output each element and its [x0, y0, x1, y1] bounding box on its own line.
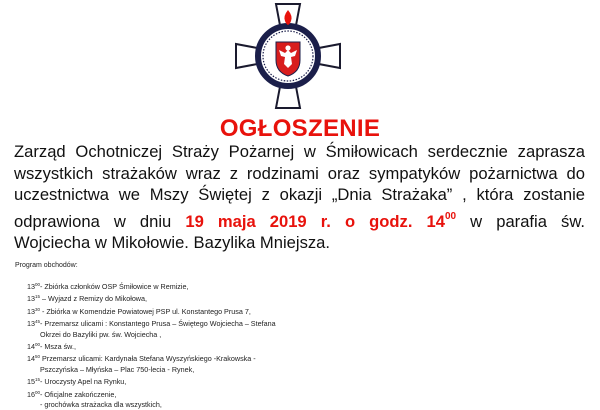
event-time-minutes: 00: [444, 210, 457, 222]
program-item-minutes: 15: [35, 377, 41, 383]
program-item-text: - Zbiórka w Komendzie Powiatowej PSP ul. Konstantego Prusa 7,: [40, 306, 251, 316]
program-item-text: - Msza św.,: [40, 342, 76, 352]
program-item: [27, 340, 276, 352]
program-item-text: - Przemarsz ulicami : Konstantego Prusa – Świętego Wojciecha – Stefana: [40, 319, 276, 329]
event-date-time-text: 19 maja 2019 r. o godz. 14: [185, 211, 445, 231]
body-line-4-post: w parafia św.: [456, 211, 585, 231]
program-item-minutes: 50: [35, 354, 41, 360]
body-line-4: [14, 206, 585, 233]
program-item: [27, 330, 276, 340]
program-item-hour: 13: [27, 282, 35, 291]
program-heading: Program obchodów:: [15, 262, 78, 269]
program-item-hour: 15: [27, 377, 35, 387]
program-item-minutes: 15: [35, 294, 41, 300]
fire-brigade-emblem-icon: [232, 0, 344, 112]
program-list: [27, 280, 276, 410]
body-line-3: uczestnictwa we Mszy Świętej z okazji „Dnia Strażaka” , która zostanie: [14, 185, 585, 205]
program-item-minutes: 00: [35, 342, 41, 348]
program-item-minutes: 00: [35, 282, 41, 287]
program-item: [27, 365, 276, 375]
program-item-hour: 14: [27, 342, 35, 352]
program-item-hour: 13: [27, 319, 35, 329]
program-item-text: Okrzei do Bazyliki pw. św. Wojciecha ,: [40, 329, 162, 339]
program-item: [27, 317, 276, 329]
program-item: [27, 280, 276, 292]
event-date-time: [185, 212, 456, 231]
program-item-minutes: 45: [35, 319, 41, 325]
program-item: [27, 292, 276, 304]
program-item-hour: 13: [27, 306, 35, 316]
program-item: [27, 305, 276, 317]
program-item: [27, 352, 276, 364]
program-item-text: Przemarsz ulicami: Kardynała Stefana Wyszyńskiego -Krakowska -: [40, 354, 256, 364]
announcement-title: OGŁOSZENIE: [219, 115, 381, 142]
program-item-hour: 14: [27, 354, 35, 364]
program-item-text: – Wyjazd z Remizy do Mikołowa,: [40, 294, 147, 304]
program-item-hour: 16: [27, 389, 35, 399]
program-item-minutes: 00: [35, 389, 41, 395]
body-line-1: Zarząd Ochotniczej Straży Pożarnej w Śmiłowicach serdecznie zaprasza: [14, 142, 585, 161]
program-item-minutes: 30: [35, 306, 41, 312]
program-item-text: - Oficjalne zakończenie,: [40, 389, 117, 399]
program-item: [27, 400, 276, 410]
announcement-body: [14, 141, 585, 254]
body-line-2: wszystkich strażaków wraz z rodzinami oraz sympatyków pożarnictwa do: [14, 163, 585, 183]
program-item-text: - Zbiórka członków OSP Śmiłowice w Remizie,: [40, 282, 189, 291]
program-item-text: Pszczyńska – Młyńska – Plac 750-lecia - Rynek,: [40, 364, 195, 374]
body-line-5: Wojciecha w Mikołowie. Bazylika Mniejsza.: [14, 233, 331, 253]
program-item-text: - Uroczysty Apel na Rynku,: [40, 377, 127, 387]
program-item-hour: 13: [27, 294, 35, 304]
body-line-4-pre: odprawiona w dniu: [14, 211, 186, 231]
program-item-text: - grochówka strażacka dla wszystkich,: [40, 400, 162, 410]
program-item: [27, 388, 276, 400]
program-item: [27, 375, 276, 387]
